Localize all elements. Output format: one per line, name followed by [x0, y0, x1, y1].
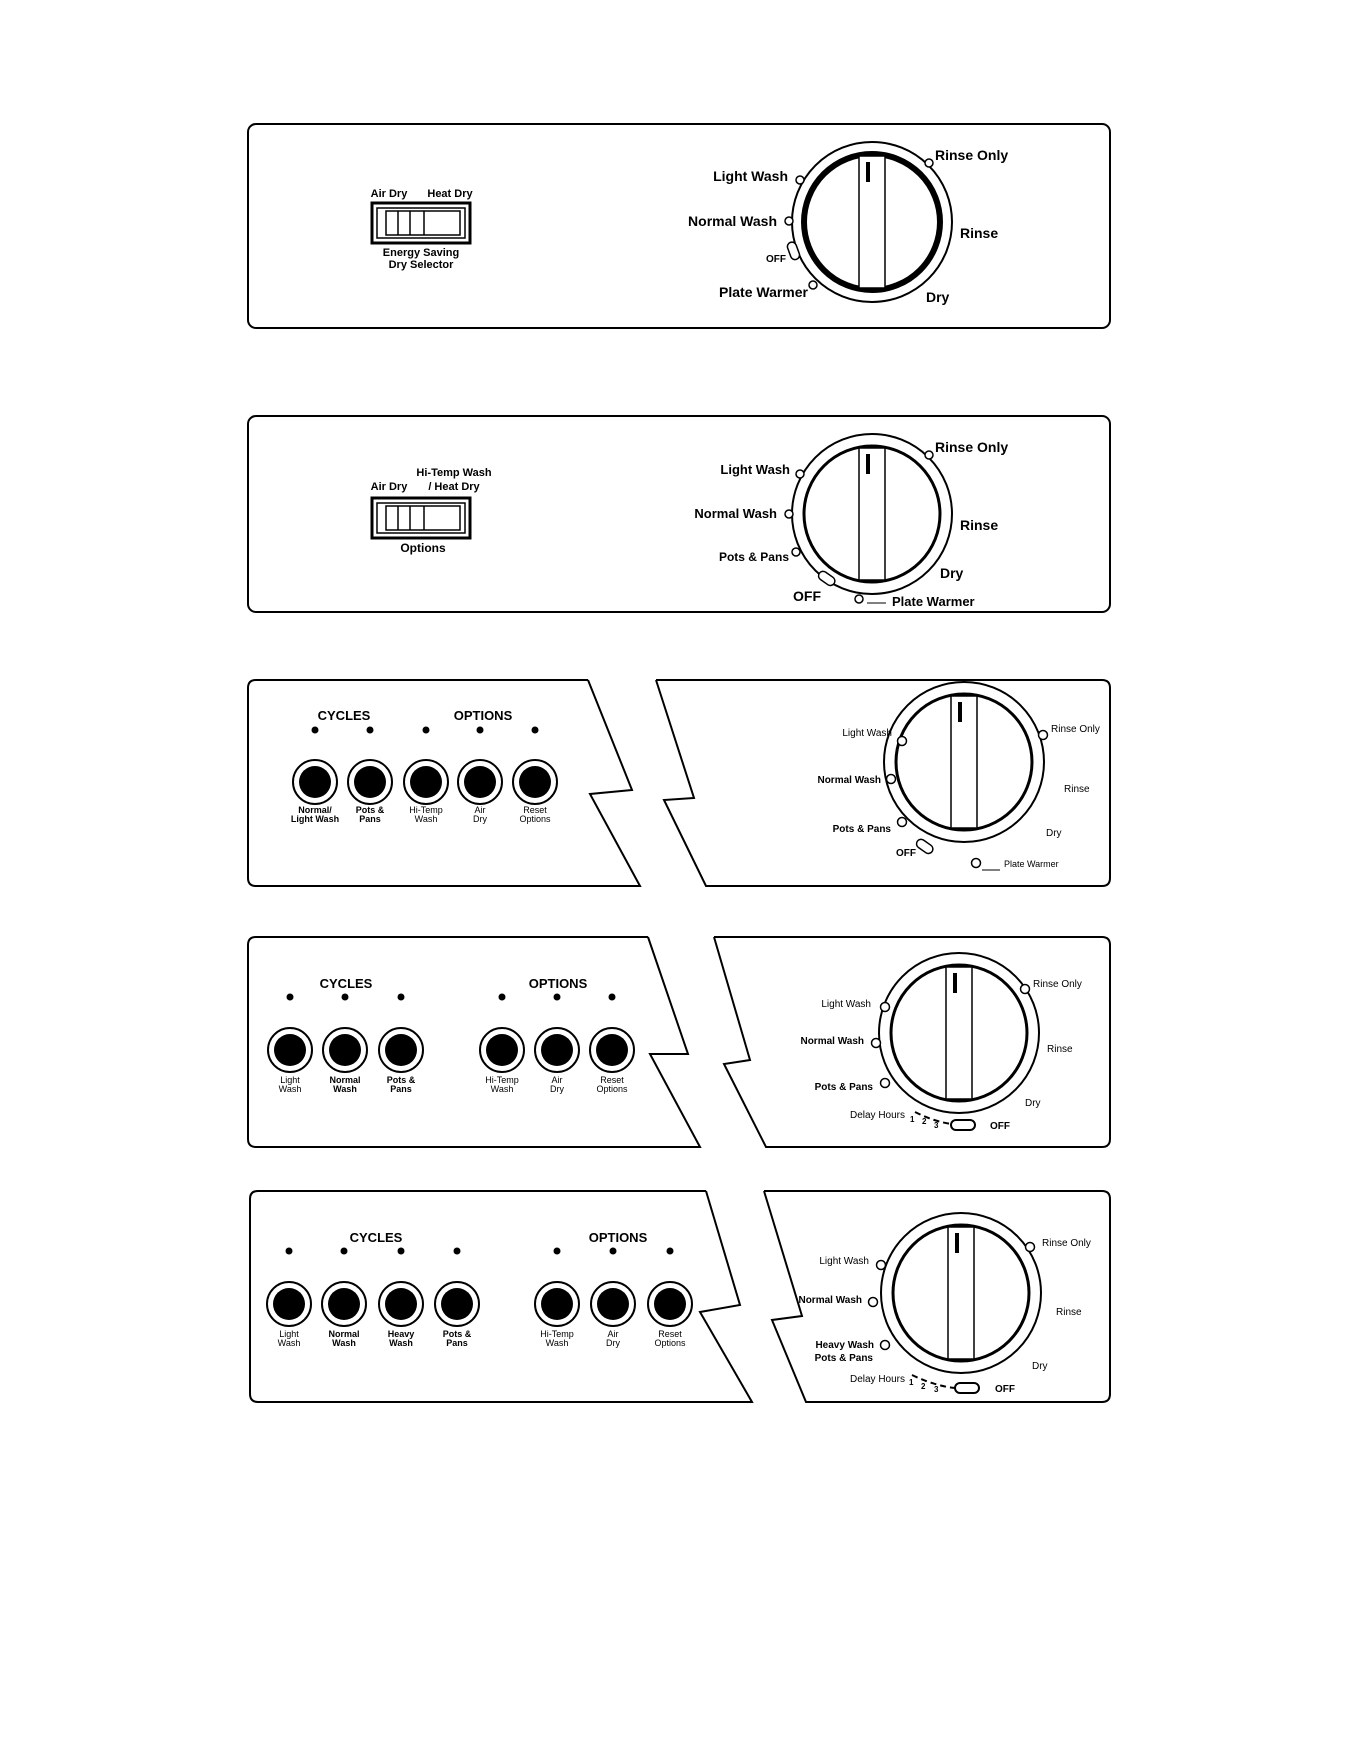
panel-1	[248, 124, 1110, 328]
panel-4-dial-label-off: OFF	[990, 1121, 1010, 1132]
panel-5-indicator-light-3	[398, 1248, 405, 1255]
panel-2-switch-caption: Options	[400, 541, 446, 555]
panel-4-dial-label-rinse: Rinse	[1047, 1044, 1073, 1055]
panel-5-push-button-cap-6[interactable]	[597, 1288, 629, 1320]
panel-4-dial-dot-pots-pans	[881, 1079, 890, 1088]
panel-3-button-label-1-line-1: Normal/	[298, 805, 332, 815]
panel-3-indicator-light-5	[532, 727, 539, 734]
panel-1-dial-label-dry: Dry	[926, 289, 950, 305]
panel-3-button-label-1-line-2: Light Wash	[290, 814, 340, 824]
panel-2-dial-dot-plate-warmer	[855, 595, 863, 603]
panel-3-dial-dot-plate-warmer	[972, 859, 981, 868]
panel-3-button-label-4-line-2: Dry	[473, 814, 487, 824]
panel-4-push-button-cap-3[interactable]	[385, 1034, 417, 1066]
panel-5-button-label-5-line-1: Hi-Temp	[540, 1329, 574, 1339]
panel-4-button-label-6-line-2: Options	[596, 1084, 628, 1094]
panel-1-switch-right-label: Heat Dry	[427, 188, 473, 200]
panel-5-push-button-cap-1[interactable]	[273, 1288, 305, 1320]
panel-5-dial-label-rinse: Rinse	[1056, 1307, 1082, 1318]
panel-1-dry-selector-switch[interactable]	[372, 203, 470, 243]
panel-3	[248, 680, 1110, 886]
panel-3-button-label-2-line-2: Pans	[359, 814, 381, 824]
panel-4-dial-dot-light-wash	[881, 1003, 890, 1012]
panel-3-dial-dot-rinse-only	[1039, 731, 1048, 740]
panel-5-dial-dot-heavy-wash	[881, 1341, 890, 1350]
panel-5-indicator-light-6	[610, 1248, 617, 1255]
panel-3-push-button-cap-3[interactable]	[410, 766, 442, 798]
panel-3-options-heading: OPTIONS	[453, 708, 513, 723]
panel-5-dial-label-normal-wash: Normal Wash	[798, 1295, 862, 1306]
panel-5-dial-label-delay-3: 3	[934, 1385, 939, 1394]
panel-5-dial-off-marker	[955, 1383, 979, 1393]
panel-5	[250, 1191, 1110, 1402]
panel-4-button-label-4-line-2: Wash	[490, 1084, 514, 1094]
panel-5-dial-dot-light-wash	[877, 1261, 886, 1270]
panel-3-dial-label-pots-pans: Pots & Pans	[832, 824, 891, 835]
panel-5-indicator-light-5	[554, 1248, 561, 1255]
panel-2-dial-label-rinse-only: Rinse Only	[935, 439, 1009, 455]
panel-3-dial-label-rinse-only: Rinse Only	[1051, 724, 1100, 735]
panel-4	[248, 937, 1110, 1147]
panel-5-dial-label-delay-1: 1	[909, 1378, 914, 1387]
panel-5-push-button-cap-5[interactable]	[541, 1288, 573, 1320]
panel-2-dial-label-light-wash: Light Wash	[720, 462, 790, 477]
panel-2-dial-dot-light-wash	[796, 470, 804, 478]
panel-1-dial-dot-rinse-only	[925, 159, 933, 167]
panel-5-indicator-light-2	[341, 1248, 348, 1255]
panel-3-dial-off-marker	[915, 838, 935, 856]
panel-4-button-label-5-line-2: Dry	[550, 1084, 564, 1094]
panel-3-dial-label-normal-wash: Normal Wash	[817, 775, 881, 786]
panel-5-dial-dot-normal-wash	[869, 1298, 878, 1307]
panel-4-button-label-1-line-1: Light	[280, 1075, 300, 1085]
panel-5-button-label-4-line-2: Pans	[446, 1338, 468, 1348]
panel-5-dial-label-off: OFF	[995, 1384, 1015, 1395]
panel-5-button-label-1-line-2: Wash	[277, 1338, 301, 1348]
panel-1-dial-dot-light-wash	[796, 176, 804, 184]
panel-1-dial-label-rinse: Rinse	[960, 225, 999, 241]
panel-4-button-label-5-line-1: Air	[551, 1075, 563, 1085]
panel-2-dial-label-plate-warmer: Plate Warmer	[892, 594, 975, 609]
panel-1-dial-label-light-wash: Light Wash	[713, 168, 788, 184]
panel-3-buttons	[291, 727, 557, 825]
panel-5-button-label-7-line-2: Options	[654, 1338, 686, 1348]
panel-4-button-label-6-line-1: Reset	[600, 1075, 624, 1085]
panel-4-dial-label-delay-hours: Delay Hours	[849, 1110, 905, 1121]
panel-5-button-label-4-line-1: Pots &	[442, 1329, 472, 1339]
panel-3-indicator-light-3	[423, 727, 430, 734]
panel-5-push-button-cap-2[interactable]	[328, 1288, 360, 1320]
panel-2-dial-dot-normal-wash	[785, 510, 793, 518]
panel-4-dial-label-pots-pans: Pots & Pans	[814, 1082, 873, 1093]
panel-3-push-button-cap-1[interactable]	[299, 766, 331, 798]
panel-4-dial-label-dry: Dry	[1025, 1098, 1041, 1109]
panel-2-dial-label-off: OFF	[793, 588, 821, 604]
panel-4-button-label-3-line-1: Pots &	[386, 1075, 416, 1085]
panel-4-dial-off-marker	[951, 1120, 975, 1130]
panel-3-cycles-heading: CYCLES	[317, 708, 371, 723]
panel-2-dial-off-marker	[817, 570, 837, 588]
panel-5-dial-label-delay-2: 2	[921, 1382, 926, 1391]
panel-5-button-label-5-line-2: Wash	[545, 1338, 569, 1348]
panel-3-indicator-light-4	[477, 727, 484, 734]
panel-1-switch-caption-1: Energy Saving	[382, 247, 460, 259]
panel-5-dial-dot-rinse-only	[1026, 1243, 1035, 1252]
panel-4-button-label-4-line-1: Hi-Temp	[485, 1075, 519, 1085]
panel-5-dial-label-pots-pans: Pots & Pans	[814, 1353, 873, 1364]
panel-4-button-label-2-line-1: Normal	[329, 1075, 361, 1085]
panel-4-indicator-light-6	[609, 994, 616, 1001]
panel-1-switch-left-label: Air Dry	[370, 188, 408, 200]
panel-2-dial-label-normal-wash: Normal Wash	[694, 506, 777, 521]
panel-5-dial-label-light-wash: Light Wash	[819, 1256, 869, 1267]
panel-4-options-heading: OPTIONS	[528, 976, 588, 991]
panel-5-push-button-cap-4[interactable]	[441, 1288, 473, 1320]
panel-5-dial-label-delay-hours: Delay Hours	[849, 1374, 905, 1385]
panel-4-dial-dot-rinse-only	[1021, 985, 1030, 994]
panel-4-indicator-light-4	[499, 994, 506, 1001]
panel-3-dial-label-light-wash: Light Wash	[842, 728, 892, 739]
panel-3-dial-label-plate-warmer: Plate Warmer	[1004, 859, 1059, 869]
panel-4-push-button-cap-1[interactable]	[274, 1034, 306, 1066]
panel-3-dial-label-dry: Dry	[1046, 828, 1062, 839]
panel-1-dial-off-marker	[786, 241, 801, 261]
panel-5-button-label-2-line-1: Normal	[328, 1329, 360, 1339]
panel-2-options-switch[interactable]	[372, 498, 470, 538]
panel-5-indicator-light-1	[286, 1248, 293, 1255]
panel-3-button-label-4-line-1: Air	[474, 805, 486, 815]
panel-3-dial-dot-light-wash	[898, 737, 907, 746]
panel-2-dial-label-dry: Dry	[940, 565, 964, 581]
panel-2-dial-dot-rinse-only	[925, 451, 933, 459]
panel-1-switch-caption-2: Dry Selector	[388, 259, 454, 271]
panel-3-dial-label-rinse: Rinse	[1064, 784, 1090, 795]
panel-4-button-label-3-line-2: Pans	[390, 1084, 412, 1094]
panel-4-indicator-light-2	[342, 994, 349, 1001]
panel-1-dial-label-normal-wash: Normal Wash	[688, 213, 777, 229]
panel-5-buttons	[267, 1248, 692, 1349]
panel-3-push-button-cap-4[interactable]	[464, 766, 496, 798]
panel-5-cycle-dial[interactable]	[881, 1213, 1041, 1373]
panel-4-push-button-cap-4[interactable]	[486, 1034, 518, 1066]
panel-1-dial-label-rinse-only: Rinse Only	[935, 147, 1009, 163]
panel-1-dial-dot-normal-wash	[785, 217, 793, 225]
panel-2-switch-right-label-2: / Heat Dry	[428, 481, 480, 493]
panel-3-push-button-cap-2[interactable]	[354, 766, 386, 798]
panel-3-push-button-cap-5[interactable]	[519, 766, 551, 798]
panel-2-switch-left-label: Air Dry	[370, 481, 408, 493]
panel-5-dial-label-dry: Dry	[1032, 1361, 1048, 1372]
panel-4-push-button-cap-5[interactable]	[541, 1034, 573, 1066]
panel-3-dial-dot-pots-pans	[898, 818, 907, 827]
panel-4-dial-label-delay-3: 3	[934, 1121, 939, 1130]
panel-4-indicator-light-3	[398, 994, 405, 1001]
panel-3-button-label-5-line-2: Options	[519, 814, 551, 824]
panel-3-button-label-3-line-2: Wash	[414, 814, 438, 824]
panel-3-cycle-dial[interactable]	[884, 682, 1044, 842]
panel-4-dial-label-normal-wash: Normal Wash	[800, 1036, 864, 1047]
panel-5-push-button-cap-3[interactable]	[385, 1288, 417, 1320]
panel-5-button-label-7-line-1: Reset	[658, 1329, 682, 1339]
panel-4-dial-label-rinse-only: Rinse Only	[1033, 979, 1082, 990]
panel-5-cycles-heading: CYCLES	[349, 1230, 403, 1245]
panel-4-push-button-cap-2[interactable]	[329, 1034, 361, 1066]
panel-4-buttons	[268, 994, 634, 1095]
panel-1-dial-label-off: OFF	[766, 254, 786, 265]
panel-5-button-label-3-line-1: Heavy	[387, 1329, 415, 1339]
panel-5-indicator-light-7	[667, 1248, 674, 1255]
panel-5-button-label-6-line-2: Dry	[606, 1338, 620, 1348]
panel-4-push-button-cap-6[interactable]	[596, 1034, 628, 1066]
panel-3-dial-label-off: OFF	[896, 848, 916, 859]
panel-4-dial-label-delay-2: 2	[922, 1117, 927, 1126]
panel-2-dial-label-rinse: Rinse	[960, 517, 999, 533]
panel-1-dial-dot-plate-warmer	[809, 281, 817, 289]
panel-5-indicator-light-4	[454, 1248, 461, 1255]
panel-4-dial-label-delay-1: 1	[910, 1115, 915, 1124]
panel-5-button-label-1-line-1: Light	[279, 1329, 299, 1339]
panel-4-indicator-light-1	[287, 994, 294, 1001]
panel-5-dial-label-heavy-wash: Heavy Wash	[815, 1340, 874, 1351]
panel-5-button-label-2-line-2: Wash	[332, 1338, 356, 1348]
panel-4-dial-dot-normal-wash	[872, 1039, 881, 1048]
panel-2-dial-dot-pots-pans	[792, 548, 800, 556]
panel-2-dial-label-pots-pans: Pots & Pans	[718, 550, 789, 564]
panel-4-button-label-1-line-2: Wash	[278, 1084, 302, 1094]
panel-4-cycle-dial[interactable]	[879, 953, 1039, 1113]
panel-3-button-label-2-line-1: Pots &	[355, 805, 385, 815]
panel-3-button-label-5-line-1: Reset	[523, 805, 547, 815]
panel-4-indicator-light-5	[554, 994, 561, 1001]
panel-3-dial-dot-normal-wash	[887, 775, 896, 784]
panel-3-button-label-3-line-1: Hi-Temp	[409, 805, 443, 815]
panel-5-button-label-3-line-2: Wash	[389, 1338, 413, 1348]
panel-3-indicator-light-1	[312, 727, 319, 734]
panel-5-button-label-6-line-1: Air	[607, 1329, 619, 1339]
panel-2-switch-right-label-1: Hi-Temp Wash	[416, 467, 492, 479]
panel-5-options-heading: OPTIONS	[588, 1230, 648, 1245]
panel-5-dial-label-rinse-only: Rinse Only	[1042, 1238, 1091, 1249]
panel-5-push-button-cap-7[interactable]	[654, 1288, 686, 1320]
panel-4-dial-label-light-wash: Light Wash	[821, 999, 871, 1010]
panel-4-cycles-heading: CYCLES	[319, 976, 373, 991]
panel-2	[248, 416, 1110, 612]
panel-3-indicator-light-2	[367, 727, 374, 734]
panel-4-button-label-2-line-2: Wash	[333, 1084, 357, 1094]
panel-1-dial-label-plate-warmer: Plate Warmer	[719, 284, 808, 300]
